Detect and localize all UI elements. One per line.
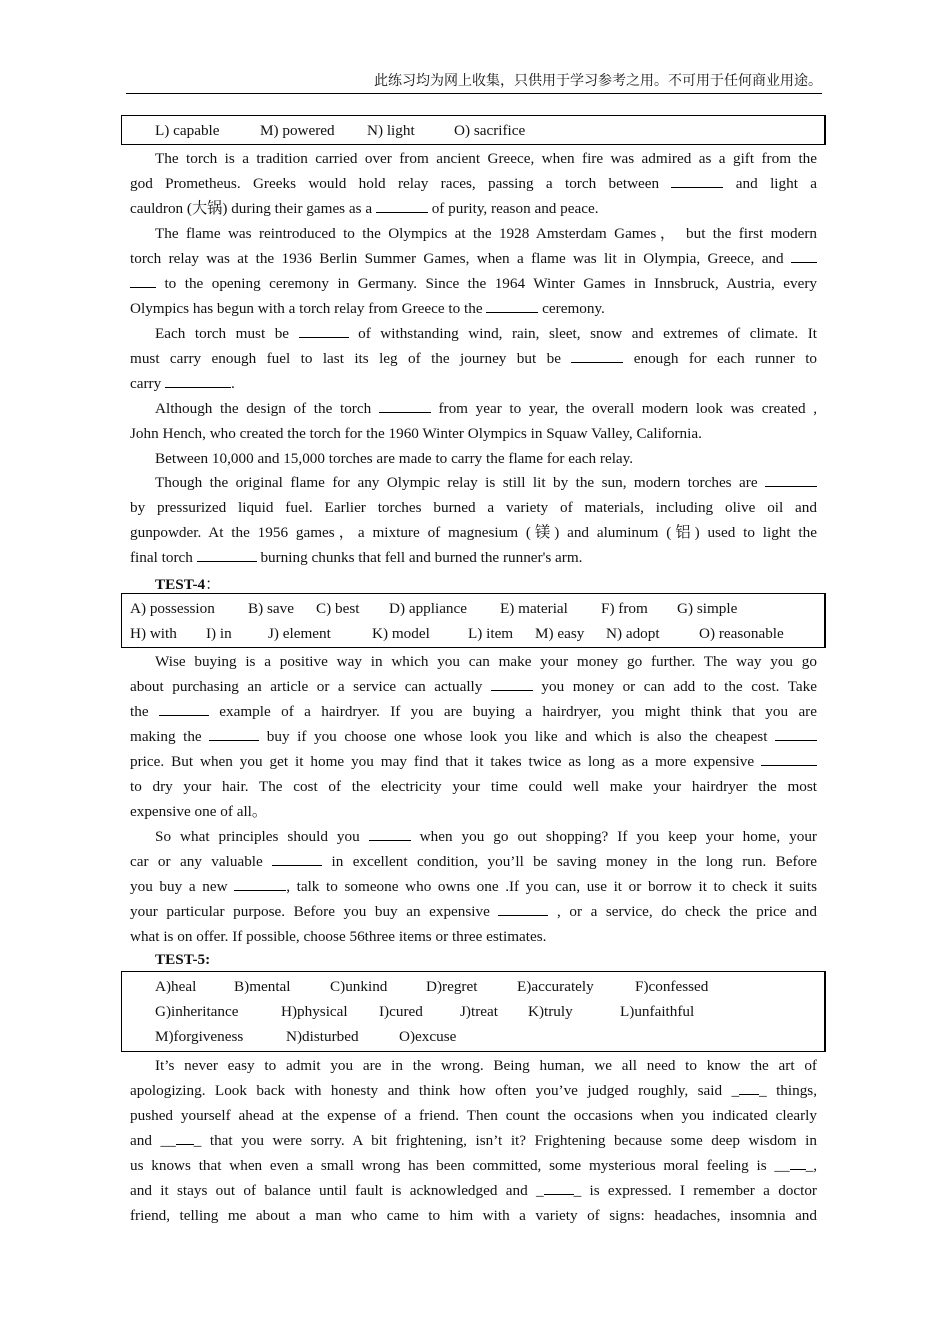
answer-blank[interactable]: [130, 272, 156, 288]
option-n: N)disturbed: [286, 1028, 359, 1045]
answer-blank[interactable]: [165, 372, 231, 388]
answer-blank[interactable]: [491, 675, 533, 691]
option-f: F)confessed: [635, 978, 709, 995]
answer-blank[interactable]: [486, 297, 538, 313]
test4-options-box: [121, 593, 826, 648]
passage3-line: cauldron (大锅) during their games as a of purity, reason and peace.: [130, 196, 817, 221]
answer-blank[interactable]: [272, 850, 322, 866]
option-c: C) best: [316, 600, 360, 617]
option-l: L) item: [468, 625, 514, 642]
option-d: D)regret: [426, 978, 478, 995]
option-b: B) save: [248, 600, 294, 617]
passage5-line: friend, telling me about a man who came to him with a variety of signs: headaches, insomnia and: [130, 1207, 817, 1224]
page-header-note: 此练习均为网上收集，只供用于学习参考之用。不可用于任何商业用途。: [126, 70, 822, 94]
option-i: I)cured: [379, 1003, 423, 1020]
test5-heading: TEST-5:: [155, 951, 211, 968]
answer-blank[interactable]: [379, 397, 431, 413]
passage3-line: carry .: [130, 371, 817, 396]
option-n: N) light: [367, 122, 415, 139]
answer-blank[interactable]: [761, 750, 817, 766]
answer-blank[interactable]: [671, 172, 723, 188]
answer-blank[interactable]: [176, 1129, 194, 1145]
option-e: E)accurately: [517, 978, 594, 995]
option-b: B)mental: [234, 978, 291, 995]
passage4-line: the example of a hairdryer. If you are buying a hairdryer, you might think that you are: [130, 699, 817, 724]
option-a: A)heal: [155, 978, 197, 995]
option-a: A) possession: [130, 600, 215, 617]
passage3-line: The torch is a tradition carried over from ancient Greece, when fire was admired as a gift from the: [155, 150, 817, 167]
answer-blank[interactable]: [498, 900, 548, 916]
passage4-line: about purchasing an article or a service can actually you money or can add to the cost. Take: [130, 674, 817, 699]
option-d: D) appliance: [389, 600, 468, 617]
answer-blank[interactable]: [376, 197, 428, 213]
passage4-line: your particular purpose. Before you buy an expensive , or a service, do check the price and: [130, 899, 817, 924]
option-k: K) model: [372, 625, 430, 642]
option-o: O) sacrifice: [454, 122, 526, 139]
passage3-line: Between 10,000 and 15,000 torches are made to carry the flame for each relay.: [155, 450, 634, 467]
option-h: H) with: [130, 625, 177, 642]
passage3-line: god Prometheus. Greeks would hold relay races, passing a torch between and light a: [130, 171, 817, 196]
option-f: F) from: [601, 600, 648, 617]
passage5-line: It’s never easy to admit you are in the wrong. Being human, we all need to know the art of: [155, 1057, 817, 1074]
passage3-line: Each torch must be of withstanding wind, rain, sleet, snow and extremes of climate. It: [155, 321, 817, 346]
passage4-line: car or any valuable in excellent condition, you’ll be saving money in the long run. Before: [130, 849, 817, 874]
passage5-line: apologizing. Look back with honesty and think how often you’ve judged roughly, said _ _ things,: [130, 1078, 817, 1103]
answer-blank[interactable]: [299, 322, 349, 338]
passage5-line: and it stays out of balance until fault is acknowledged and _ _ is expressed. I remember a doctor: [130, 1178, 817, 1203]
test4-heading: TEST-4：: [155, 576, 221, 593]
option-j: J) element: [268, 625, 331, 642]
answer-blank[interactable]: [234, 875, 286, 891]
passage3-line: final torch burning chunks that fell and burned the runner's arm.: [130, 545, 817, 570]
passage3-line: gunpowder. At the 1956 games，a mixture of magnesium (镁) and aluminum (铝) used to light the: [130, 524, 817, 541]
passage4-line: you buy a new , talk to someone who owns one .If you can, use it or borrow it to check it suits: [130, 874, 817, 899]
answer-blank[interactable]: [790, 1154, 806, 1170]
option-e: E) material: [500, 600, 568, 617]
passage3-line: to the opening ceremony in Germany. Since the 1964 Winter Games in Innsbruck, Austria, every: [130, 271, 817, 296]
answer-blank[interactable]: [369, 825, 411, 841]
passage3-line: Although the design of the torch from year to year, the overall modern look was created ,: [155, 396, 817, 421]
option-o: O) reasonable: [699, 625, 784, 642]
passage5-line: us knows that when even a small wrong has been committed, some mysterious moral feeling is __ _,: [130, 1153, 817, 1178]
option-m: M) easy: [535, 625, 585, 642]
option-m: M)forgiveness: [155, 1028, 244, 1045]
passage3-line: must carry enough fuel to last its leg of the journey but be enough for each runner to: [130, 346, 817, 371]
passage4-line: making the buy if you choose one whose look you like and which is also the cheapest: [130, 724, 817, 749]
passage4-line: price. But when you get it home you may find that it takes twice as long as a more expensive: [130, 749, 817, 774]
option-i: I) in: [206, 625, 232, 642]
passage3-line: John Hench, who created the torch for the 1960 Winter Olympics in Squaw Valley, California.: [130, 425, 702, 442]
test3-options-box: [121, 115, 826, 145]
passage3-line: torch relay was at the 1936 Berlin Summer Games, when a flame was lit in Olympia, Greece, and: [130, 246, 817, 271]
option-n: N) adopt: [606, 625, 660, 642]
passage3-line: The flame was reintroduced to the Olympics at the 1928 Amsterdam Games， but the first modern: [155, 225, 817, 242]
option-k: K)truly: [528, 1003, 573, 1020]
answer-blank[interactable]: [209, 725, 259, 741]
option-h: H)physical: [281, 1003, 348, 1020]
passage4-line: expensive one of all。: [130, 803, 268, 820]
passage4-line: to dry your hair. The cost of the electricity your time could well make your hairdryer the most: [130, 778, 817, 795]
option-g: G)inheritance: [155, 1003, 239, 1020]
option-l: L) capable: [155, 122, 220, 139]
option-j: J)treat: [460, 1003, 498, 1020]
passage3-line: Though the original flame for any Olympic relay is still lit by the sun, modern torches are: [155, 470, 817, 495]
answer-blank[interactable]: [775, 725, 817, 741]
passage3-line: by pressurized liquid fuel. Earlier torches burned a variety of materials, including olive oil and: [130, 499, 817, 516]
option-g: G) simple: [677, 600, 738, 617]
passage5-line: pushed yourself ahead at the expense of a friend. Then count the occasions when you indicated clearly: [130, 1107, 817, 1124]
answer-blank[interactable]: [765, 471, 817, 487]
passage4-line: So what principles should you when you go out shopping? If you keep your home, your: [155, 824, 817, 849]
test5-options-box: [121, 971, 826, 1052]
option-m: M) powered: [260, 122, 335, 139]
answer-blank[interactable]: [544, 1179, 574, 1195]
option-c: C)unkind: [330, 978, 388, 995]
option-l: L)unfaithful: [620, 1003, 695, 1020]
passage5-line: and __ _ that you were sorry. A bit frightening, isn’t it? Frightening because some deep wisdom in: [130, 1128, 817, 1153]
passage4-line: Wise buying is a positive way in which you can make your money go further. The way you go: [155, 653, 817, 670]
option-o: O)excuse: [399, 1028, 457, 1045]
answer-blank[interactable]: [791, 247, 817, 263]
answer-blank[interactable]: [739, 1079, 759, 1095]
answer-blank[interactable]: [197, 546, 257, 562]
passage3-line: Olympics has begun with a torch relay from Greece to the ceremony.: [130, 296, 817, 321]
answer-blank[interactable]: [159, 700, 209, 716]
answer-blank[interactable]: [571, 347, 623, 363]
passage4-line: what is on offer. If possible, choose 56three items or three estimates.: [130, 928, 547, 945]
